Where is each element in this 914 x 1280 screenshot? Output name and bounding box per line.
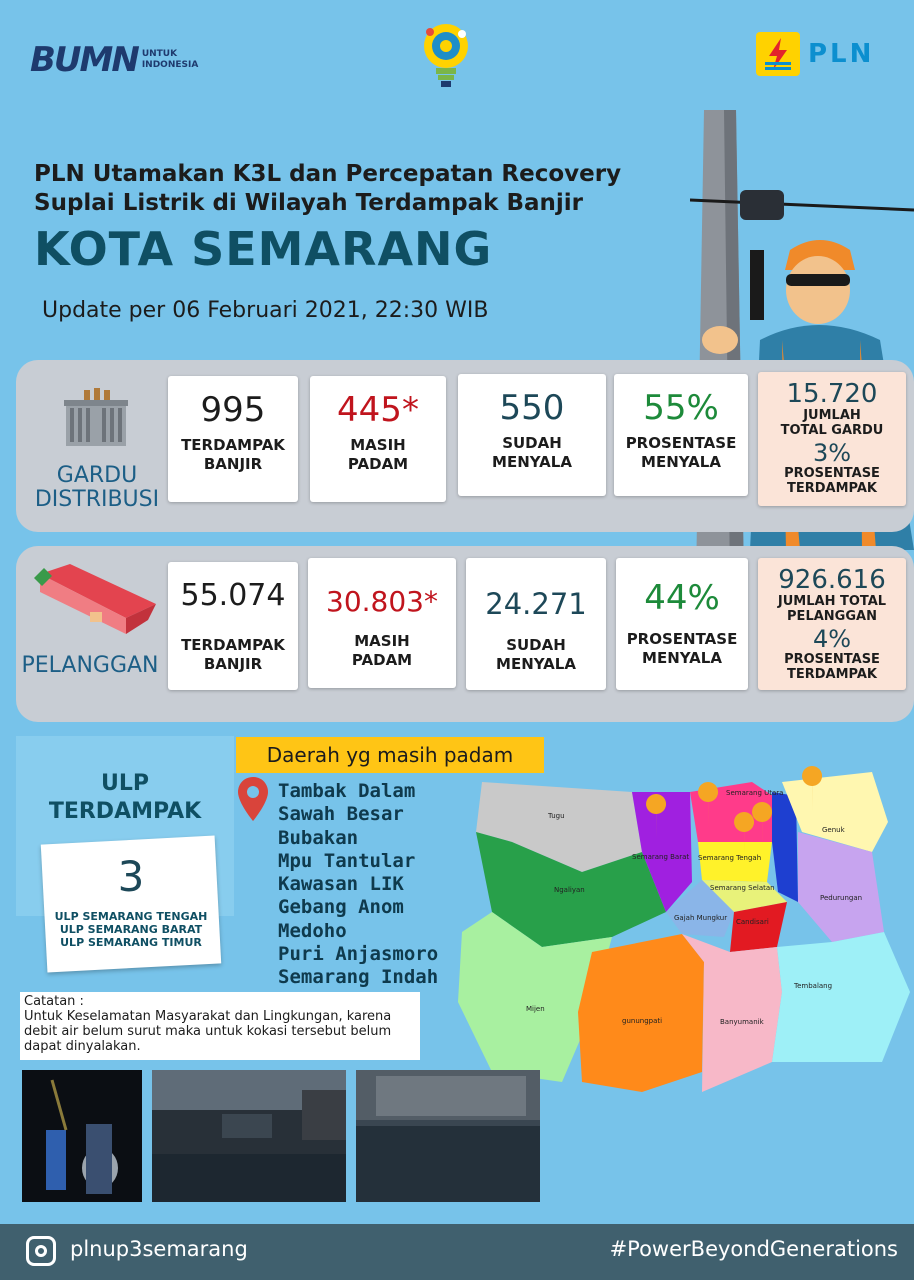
pelanggan-card-menyala: 24.271 SUDAH MENYALA	[466, 558, 606, 690]
pelanggan-card-prosentase: 44% PROSENTASE MENYALA	[616, 558, 748, 690]
map-district-genuk	[782, 772, 888, 852]
area-item: Mpu Tantular	[278, 849, 416, 872]
daerah-tag: Daerah yg masih padam	[236, 737, 544, 773]
area-item: Puri Anjasmoro	[278, 943, 439, 966]
area-item: Sawah Besar	[278, 803, 404, 826]
ulp-title: ULP TERDAMPAK	[48, 771, 202, 824]
city-title: KOTA SEMARANG	[34, 222, 493, 276]
pln-bolt-icon	[756, 32, 800, 76]
gardu-label: GARDU DISTRIBUSI	[34, 463, 160, 512]
pelanggan-card-padam: 30.803* MASIH PADAM	[308, 558, 456, 688]
svg-text:Tugu: Tugu	[548, 812, 565, 820]
lightbulb-icon	[418, 20, 474, 92]
area-item: Gebang Anom	[278, 896, 404, 919]
gardu-card-menyala: 550 SUDAH MENYALA	[458, 374, 606, 496]
pelanggan-label: PELANGGAN	[21, 653, 159, 678]
note-heading: Catatan :	[24, 994, 84, 1009]
ulp-item: ULP SEMARANG TENGAH	[54, 910, 208, 923]
svg-text:Semarang Barat: Semarang Barat	[632, 853, 690, 861]
pln-logo	[756, 32, 874, 76]
instagram-lens	[35, 1245, 47, 1257]
map-district-semarang-tengah	[698, 842, 772, 882]
photo-flooded-street-1	[152, 1070, 346, 1202]
note-body: Untuk Keselamatan Masyarakat dan Lingkungan, karena debit air belum surut maka untuk kokasi tersebut belum dapat dinyalakan.	[24, 1009, 392, 1054]
svg-text:Candisari: Candisari	[736, 918, 769, 926]
pelanggan-total-card: 926.616 JUMLAH TOTAL PELANGGAN 4% PROSENTASE TERDAMPAK	[758, 558, 906, 690]
bumn-wordmark: BUMN	[30, 40, 138, 80]
hashtag: #PowerBeyondGenerations	[609, 1237, 898, 1261]
map-district-gunungpati	[578, 934, 704, 1092]
house-roof-icon	[30, 558, 158, 636]
svg-text:Gajah Mungkur: Gajah Mungkur	[674, 914, 728, 922]
area-item: Medoho	[278, 919, 347, 942]
gardu-card-prosentase: 55% PROSENTASE MENYALA	[614, 374, 748, 496]
gardu-total-card: 15.720 JUMLAH TOTAL GARDU 3% PROSENTASE TERDAMPAK	[758, 372, 906, 506]
svg-text:Ngaliyan: Ngaliyan	[554, 886, 585, 894]
svg-text:Semarang Utara: Semarang Utara	[726, 789, 784, 797]
ulp-count: 3	[117, 852, 145, 901]
update-timestamp: Update per 06 Februari 2021, 22:30 WIB	[42, 298, 489, 323]
location-pin-icon	[236, 775, 270, 823]
area-item: Bubakan	[278, 826, 359, 849]
instagram-handle[interactable]: plnup3semarang	[70, 1237, 248, 1261]
svg-text:gunungpati: gunungpati	[622, 1017, 663, 1025]
gardu-card-padam: 445* MASIH PADAM	[310, 376, 446, 502]
semarang-district-map	[452, 762, 912, 1102]
photo-flooded-street-2	[356, 1070, 540, 1202]
svg-text:Semarang Selatan: Semarang Selatan	[710, 884, 775, 892]
svg-text:Pedurungan: Pedurungan	[820, 894, 863, 902]
photo-worker-night	[22, 1070, 142, 1202]
area-item: Tambak Dalam	[278, 780, 416, 802]
map-district-tembalang	[772, 932, 910, 1062]
area-item: Semarang Indah	[278, 966, 439, 989]
headline: PLN Utamakan K3L dan Percepatan Recovery Suplai Listrik di Wilayah Terdampak Banjir	[34, 161, 622, 216]
pln-wordmark: PLN	[808, 39, 875, 69]
svg-text:Mijen: Mijen	[526, 1005, 545, 1013]
bumn-logo	[30, 40, 198, 80]
area-list	[278, 780, 438, 990]
ulp-item: ULP SEMARANG BARAT	[59, 923, 203, 936]
ulp-list	[44, 910, 218, 949]
svg-text:Tembalang: Tembalang	[794, 982, 833, 990]
area-item: Kawasan LIK	[278, 873, 404, 896]
svg-text:Genuk: Genuk	[822, 826, 845, 834]
gardu-card-terdampak: 995 TERDAMPAK BANJIR	[168, 376, 298, 502]
pelanggan-card-terdampak: 55.074 TERDAMPAK BANJIR	[168, 562, 298, 690]
svg-text:Banyumanik: Banyumanik	[720, 1018, 764, 1026]
note-box	[20, 992, 420, 1060]
transformer-icon	[56, 386, 136, 450]
bumn-subtitle: UNTUK INDONESIA	[141, 49, 199, 70]
ulp-item: ULP SEMARANG TIMUR	[60, 936, 202, 949]
svg-text:Semarang Tengah: Semarang Tengah	[698, 854, 762, 862]
